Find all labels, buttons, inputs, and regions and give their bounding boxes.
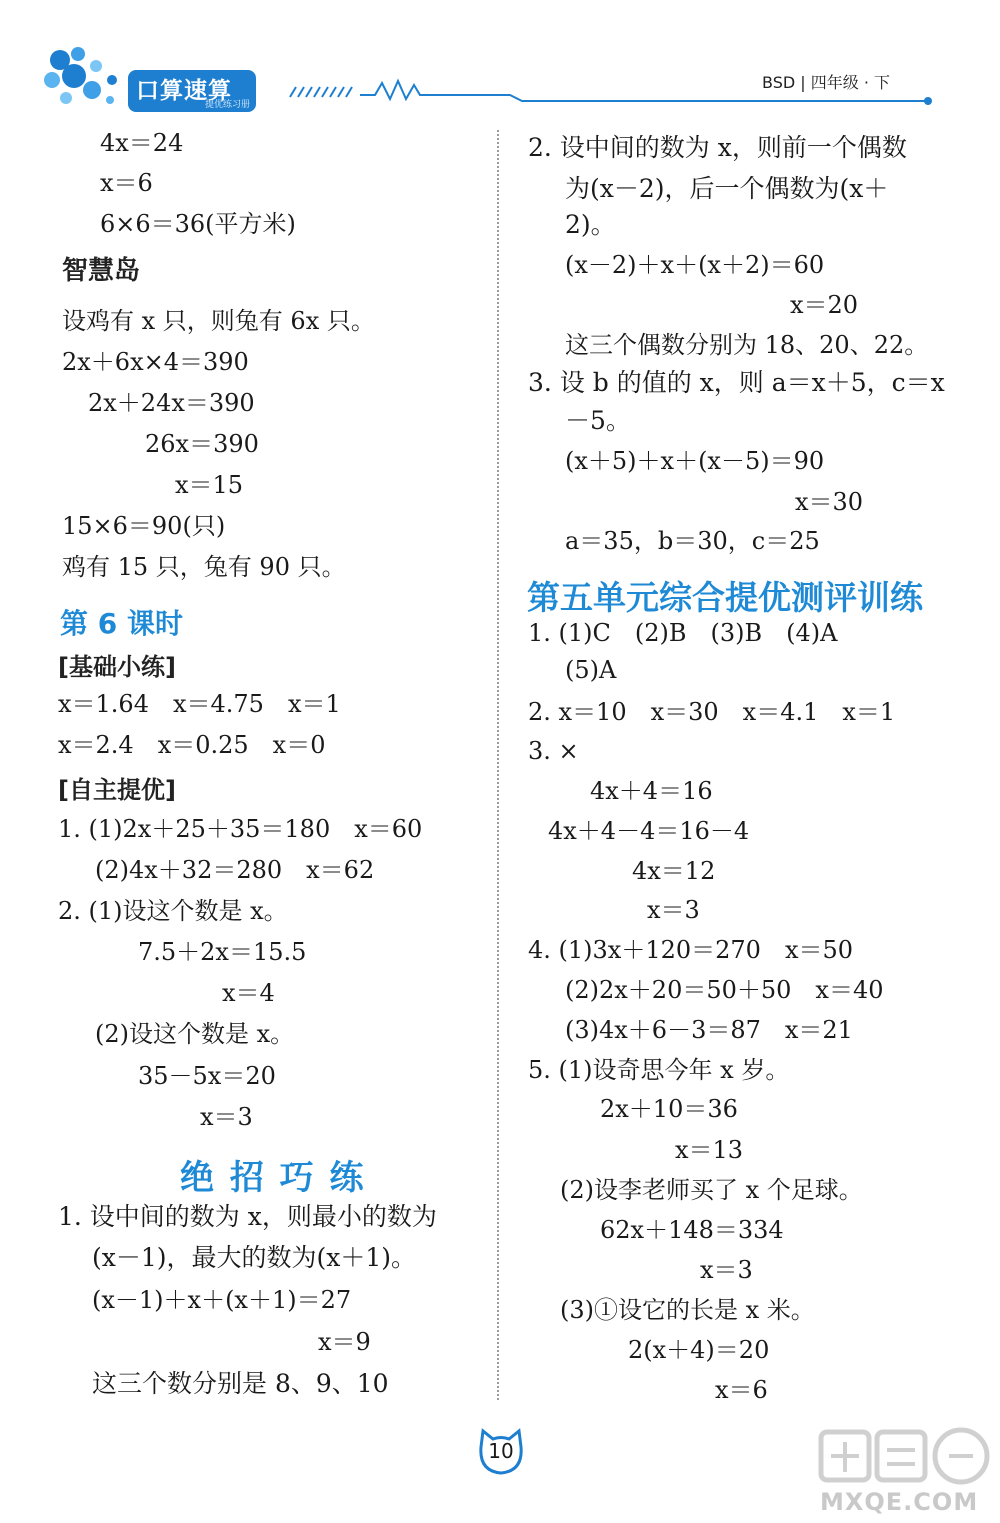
equation-line: x＝4 bbox=[222, 979, 275, 1007]
answer-line: 3. × bbox=[528, 737, 579, 765]
answer-line: 2. x＝10 x＝30 x＝4.1 x＝1 bbox=[528, 698, 896, 726]
equation-line: 4x＝12 bbox=[632, 857, 716, 885]
answer-line: 2. 设中间的数为 x，则前一个偶数 bbox=[528, 133, 907, 162]
answer-line: (5)A bbox=[565, 656, 617, 684]
text-line: 鸡有 15 只，兔有 90 只。 bbox=[62, 553, 346, 581]
equation-line: x＝3 bbox=[700, 1256, 753, 1284]
lesson-title: 第 6 课时 bbox=[60, 607, 183, 640]
answer-line: 2)。 bbox=[565, 210, 616, 239]
equation-line: 2x＋6x×4＝390 bbox=[62, 348, 249, 376]
logo-badge bbox=[128, 70, 256, 112]
answer-line: 为(x－2)，后一个偶数为(x＋ bbox=[565, 174, 889, 203]
splash-logo-icon bbox=[40, 40, 130, 110]
answer-line: (3)①设它的长是 x 米。 bbox=[560, 1296, 815, 1324]
answer-line: x＝1.64 x＝4.75 x＝1 bbox=[58, 690, 341, 718]
equation-line: (x＋5)＋x＋(x－5)＝90 bbox=[565, 447, 825, 475]
equation-line: 2(x＋4)＝20 bbox=[628, 1336, 770, 1364]
answer-line: x＝2.4 x＝0.25 x＝0 bbox=[58, 731, 326, 759]
equation-line: 4x＋4－4＝16－4 bbox=[548, 817, 750, 845]
answer-line: (x－1)，最大的数为(x＋1)。 bbox=[92, 1243, 417, 1272]
answer-line: (3)4x＋6－3＝87 x＝21 bbox=[565, 1016, 853, 1044]
equation-line: 35－5x＝20 bbox=[138, 1062, 276, 1090]
equation-line: x＝3 bbox=[647, 896, 700, 924]
answer-line: (2)设这个数是 x。 bbox=[95, 1020, 295, 1048]
equation-line: a＝35，b＝30，c＝25 bbox=[565, 527, 820, 555]
text-line: 设鸡有 x 只，则兔有 6x 只。 bbox=[62, 307, 375, 335]
grade-label: BSD | 四年级 · 下 bbox=[762, 73, 890, 92]
logo-subtitle: 提优练习册 bbox=[204, 100, 250, 110]
equation-line: 26x＝390 bbox=[145, 430, 259, 458]
answer-line: 4. (1)3x＋120＝270 x＝50 bbox=[528, 936, 854, 964]
answer-line: 1. 设中间的数为 x，则最小的数为 bbox=[58, 1202, 437, 1231]
answer-line: (2)2x＋20＝50＋50 x＝40 bbox=[565, 976, 884, 1004]
answer-line: 1. (1)C (2)B (3)B (4)A bbox=[528, 619, 838, 647]
column-divider bbox=[497, 130, 499, 1400]
equation-line: 6×6＝36(平方米) bbox=[100, 210, 296, 238]
watermark-url: MXQE.COM bbox=[820, 1488, 979, 1516]
tag-self-improve: [自主提优] bbox=[58, 776, 176, 804]
answer-line: (2)4x＋32＝280 x＝62 bbox=[95, 856, 375, 884]
unit-test-title: 第五单元综合提优测评训练 bbox=[527, 578, 923, 617]
equation-line: x＝6 bbox=[100, 169, 153, 197]
equation-line: (x－1)＋x＋(x＋1)＝27 bbox=[92, 1286, 352, 1314]
equation-line: 2x＋24x＝390 bbox=[88, 389, 255, 417]
equation-line: x＝3 bbox=[200, 1103, 253, 1131]
page-header bbox=[0, 0, 1000, 125]
equation-line: x＝13 bbox=[675, 1136, 744, 1164]
logo-title: 口算速算 bbox=[136, 78, 232, 104]
equation-line: x＝30 bbox=[795, 488, 864, 516]
page-number bbox=[475, 1425, 527, 1477]
answer-line: (2)设李老师买了 x 个足球。 bbox=[560, 1176, 863, 1204]
answer-line: 5. (1)设奇思今年 x 岁。 bbox=[528, 1056, 790, 1084]
equation-line: x＝20 bbox=[790, 291, 859, 319]
tag-basic-practice: [基础小练] bbox=[58, 653, 176, 681]
equation-line: 2x＋10＝36 bbox=[600, 1095, 738, 1123]
equation-line: 4x＋4＝16 bbox=[590, 777, 713, 805]
equation-line: x＝6 bbox=[715, 1376, 768, 1404]
page-number-text: 10 bbox=[488, 1439, 514, 1463]
answer-line: 3. 设 b 的值的 x，则 a＝x＋5，c＝x bbox=[528, 368, 945, 397]
answer-line: －5。 bbox=[565, 406, 631, 435]
equation-line: 4x＝24 bbox=[100, 129, 184, 157]
section-title-zhihui: 智慧岛 bbox=[62, 256, 141, 286]
equation-line: 62x＋148＝334 bbox=[600, 1216, 784, 1244]
equation-line: x＝9 bbox=[318, 1328, 371, 1356]
answer-line: 这三个偶数分别为 18、20、22。 bbox=[565, 331, 929, 359]
answer-line: 这三个数分别是 8、9、10 bbox=[92, 1369, 389, 1398]
equation-line: 7.5＋2x＝15.5 bbox=[138, 938, 307, 966]
answer-line: 1. (1)2x＋25＋35＝180 x＝60 bbox=[58, 815, 423, 843]
trick-practice-title: 绝 招 巧 练 bbox=[180, 1158, 366, 1198]
equation-line: (x－2)＋x＋(x＋2)＝60 bbox=[565, 251, 825, 279]
equation-line: 15×6＝90(只) bbox=[62, 512, 226, 540]
equation-line: x＝15 bbox=[175, 471, 244, 499]
answer-line: 2. (1)设这个数是 x。 bbox=[58, 897, 288, 925]
